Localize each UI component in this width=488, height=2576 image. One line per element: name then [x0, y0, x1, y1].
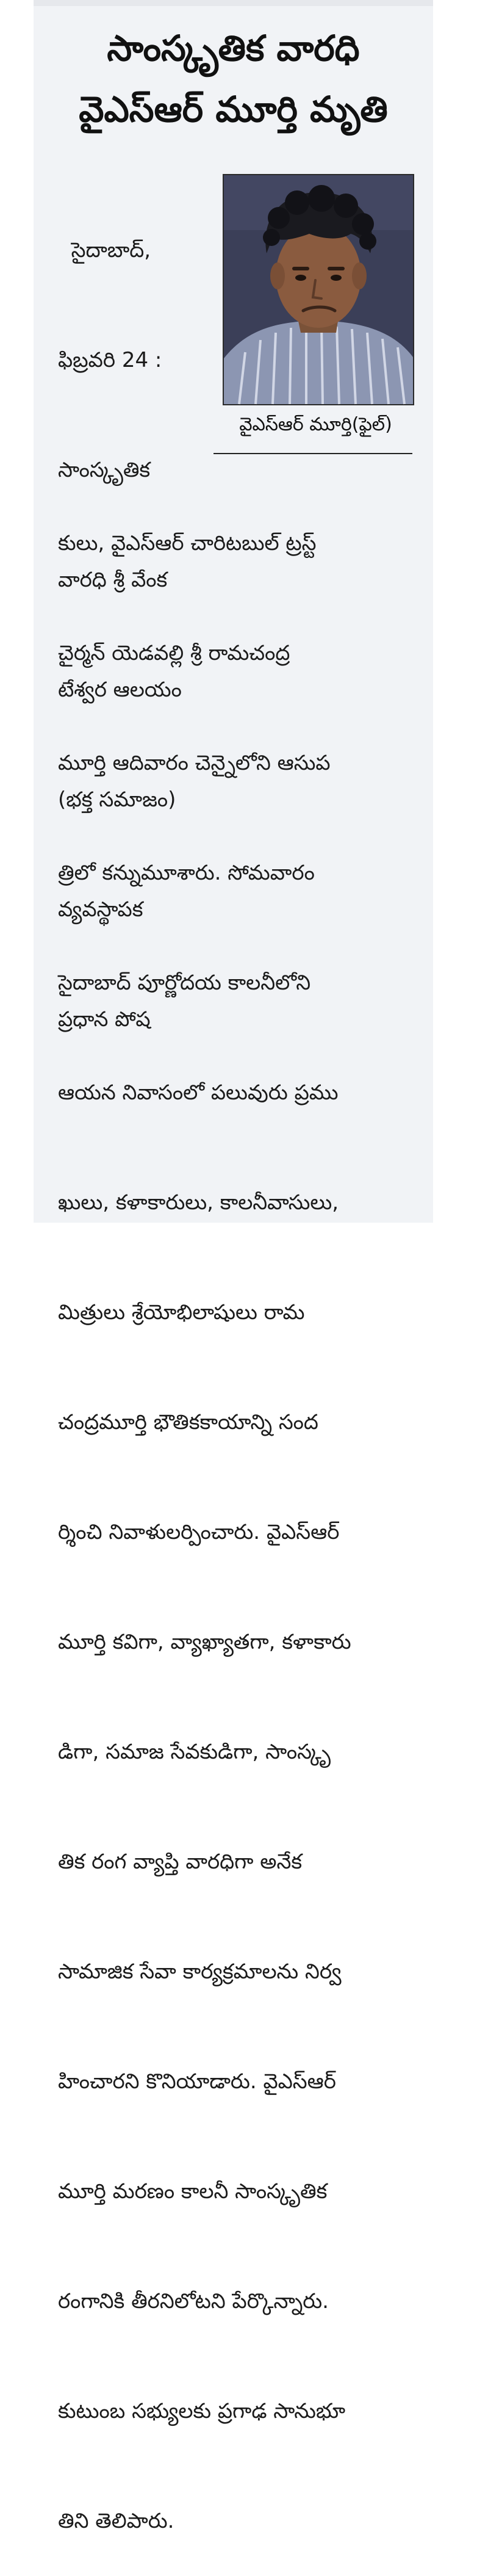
article-line: సైదాబాద్,	[58, 238, 151, 262]
article-line: సామాజిక సేవా కార్యక్రమాలను నిర్వ	[58, 1959, 342, 1984]
article-text-body	[58, 452, 418, 2576]
article-line: కుటుంబ సభ్యులకు ప్రగాఢ సానుభూ	[58, 2399, 346, 2423]
page-margin-left	[0, 0, 34, 1223]
article-line: సైదాబాద్ పూర్ణోదయ కాలనీలోని	[58, 971, 311, 995]
article-line: హించారని కొనియాడారు. వైఎస్ఆర్	[58, 2069, 336, 2094]
portrait-photo	[223, 174, 414, 405]
article-line: ఫిబ్రవరి 24 :	[58, 348, 162, 372]
article-line: మూర్తి ఆదివారం చెన్నైలోని ఆసుప	[58, 751, 331, 775]
article-line: ప్రధాన పోష	[58, 1007, 151, 1032]
headline-line-1: సాంస్కృతిక వారధి	[107, 27, 360, 69]
article-line: వారధి శ్రీ వేంక	[58, 568, 168, 592]
article-line: మూర్తి మరణం కాలనీ సాంస్కృతిక	[58, 2179, 328, 2204]
article-line: ర్శించి నివాళులర్పించారు. వైఎస్ఆర్	[58, 1520, 340, 1544]
article-line: డిగా, సమాజ సేవకుడిగా, సాంస్కృ	[58, 1740, 331, 1764]
article-line: మూర్తి కవిగా, వ్యాఖ్యాతగా, కళాకారు	[58, 1630, 351, 1654]
article-line: కులు, వైఎస్ఆర్ చారిటబుల్ ట్రస్ట్	[58, 531, 317, 555]
person-portrait-icon	[224, 175, 413, 404]
article-line: ఆయన నివాసంలో పలువురు ప్రము	[58, 1080, 339, 1105]
article-line: చైర్మన్ యెడవల్లి శ్రీ రామచంద్ర	[58, 641, 290, 665]
previous-article-edge	[34, 0, 433, 6]
article-line: సాంస్కృతిక	[58, 458, 151, 482]
article-line: (భక్త సమాజం)	[58, 787, 176, 812]
article-line: తిక రంగ వ్యాప్తి వారధిగా అనేక	[58, 1850, 303, 1874]
article-line: ఖులు, కళాకారులు, కాలనీవాసులు,	[58, 1190, 339, 1215]
article-line: టేశ్వర ఆలయం	[58, 678, 182, 702]
article-line: మిత్రులు శ్రేయోభిలాషులు రామ	[58, 1300, 305, 1325]
article-line: వ్యవస్థాపక	[58, 897, 143, 922]
article-line: తిని తెలిపారు.	[58, 2509, 174, 2533]
article-line: చంద్రమూర్తి భౌతికకాయాన్ని సంద	[58, 1410, 318, 1435]
photo-caption: వైఎస్ఆర్ మూర్తి(ఫైల్)	[239, 414, 392, 435]
headline-line-2: వైఎస్ఆర్ మూర్తి మృతి	[79, 89, 388, 130]
article-line: రంగానికి తీరనిలోటని పేర్కొన్నారు.	[58, 2289, 329, 2314]
article-line: త్రిలో కన్నుమూశారు. సోమవారం	[58, 861, 315, 885]
page-margin-right	[433, 0, 488, 1223]
